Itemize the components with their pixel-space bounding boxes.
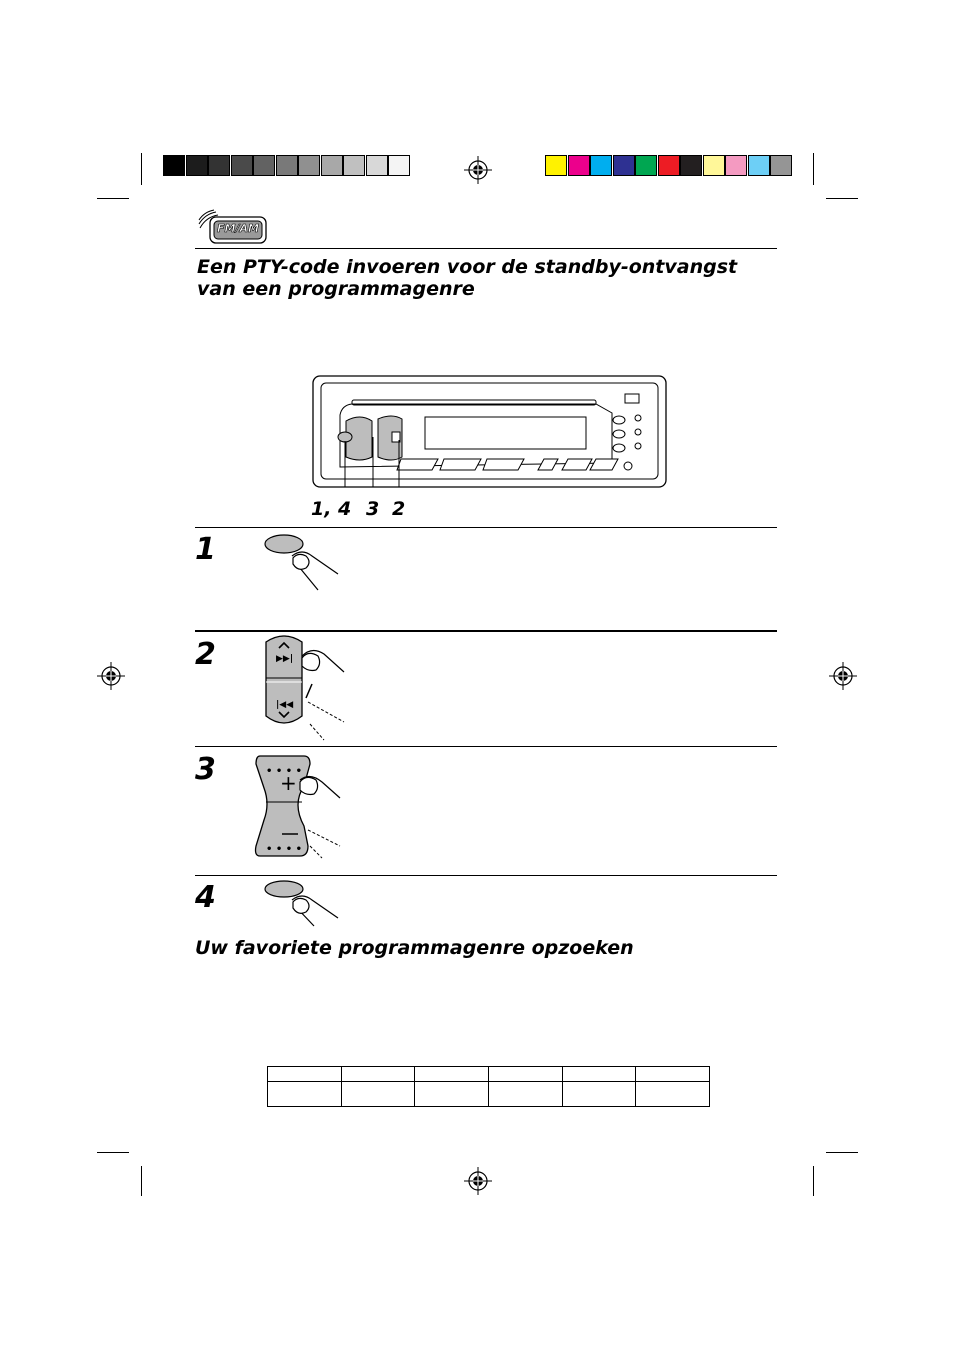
section-title: Uw favoriete programmagenre opzoeken [195,937,634,959]
fm-am-label: FM/AM [217,222,259,235]
control-buttons [338,416,402,460]
table-cell [562,1082,636,1107]
rocker-switch-illustration-2 [262,632,350,744]
table-cell [341,1082,415,1107]
step-number-3: 3 [195,752,216,787]
step-number-4: 4 [195,880,216,915]
plus-icon: + [280,771,297,795]
fm-am-badge [196,208,268,246]
table-row [268,1082,710,1107]
table-cell [268,1082,342,1107]
display-window [425,417,586,449]
prev-track-icon: |◀◀ [276,700,294,710]
table-cell [415,1067,489,1082]
next-track-icon: ▶▶| [276,654,294,664]
registration-target-bottom [464,1167,492,1195]
table-cell [341,1067,415,1082]
header-rule [195,248,777,249]
step-divider [195,875,777,876]
preset-buttons [397,459,632,470]
table-row [268,1067,710,1082]
press-button-illustration-4 [262,878,344,928]
table-cell [488,1082,562,1107]
svg-text:• • • •: • • • • [266,844,303,855]
registration-target-right [829,662,857,690]
table-cell [268,1067,342,1082]
car-stereo-illustration [312,375,668,490]
step-number-2: 2 [195,637,216,672]
table-cell [415,1082,489,1107]
table-cell [562,1067,636,1082]
genre-table [267,1066,710,1107]
table-cell [636,1082,710,1107]
table-cell [636,1067,710,1082]
plus-minus-illustration-3 [252,750,344,862]
callout-label-3: 3 [366,498,380,520]
step-number-1: 1 [195,532,216,567]
step-divider [195,527,777,528]
page-title: Een PTY-code invoeren voor de standby-ontvangst van een programmagenre [197,256,738,300]
registration-target-top [464,156,492,184]
svg-text:• • • •: • • • • [266,766,303,777]
table-cell [488,1067,562,1082]
callout-label-1-4: 1, 4 [311,498,352,520]
press-button-illustration-1 [262,532,344,594]
step-divider [195,746,777,747]
callout-label-2: 2 [392,498,406,520]
registration-target-left [97,662,125,690]
